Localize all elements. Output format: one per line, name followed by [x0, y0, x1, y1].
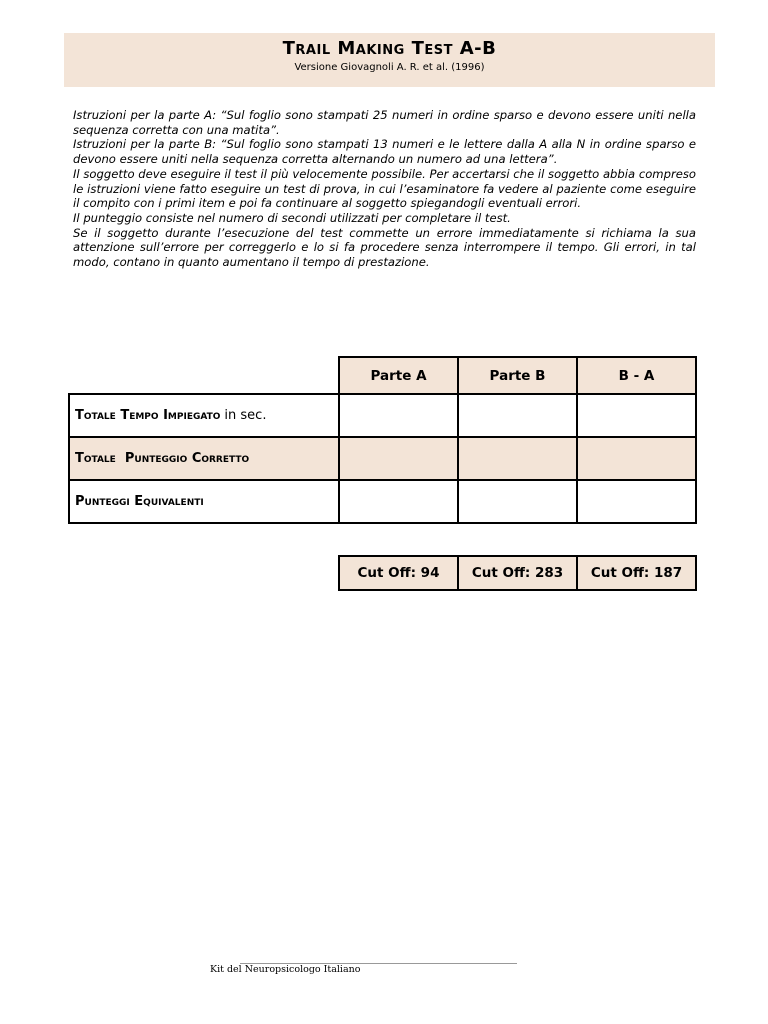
input-cell-tempo-b-minus-a[interactable]: [577, 394, 696, 437]
header-empty-cell: [69, 357, 339, 394]
row-label-totale-tempo: [69, 394, 339, 437]
row-label-unit: in sec.: [224, 408, 267, 423]
scores-header-row: [69, 357, 696, 394]
input-cell-equivalenti-parte-a[interactable]: [339, 480, 458, 523]
instruction-part-b-text: “Sul foglio sono stampati 13 numeri e le lettere dalla A alla N in ordine sparso e devono essere uniti nella sequenza corretta alternando un numero ad una lettera”.: [73, 137, 697, 167]
input-cell-punteggio-b-minus-a[interactable]: [577, 437, 696, 480]
row-label-text: Punteggi Equivalenti: [75, 494, 204, 509]
instruction-part-a-text: “Sul foglio sono stampati 25 numeri in ordine sparso e devono essere uniti nella sequenza corretta con una matita”.: [73, 108, 696, 137]
cutoff-table: [338, 555, 697, 591]
row-label-punteggi-equivalenti: [69, 480, 339, 523]
cutoff-parte-a: Cut Off: 94: [339, 556, 458, 590]
cutoff-row: [339, 556, 696, 590]
input-cell-tempo-parte-a[interactable]: [339, 394, 458, 437]
instructions-block: [73, 108, 696, 270]
input-cell-equivalenti-parte-b[interactable]: [458, 480, 577, 523]
column-header-parte-b: Parte B: [458, 357, 577, 394]
row-label-text: Totale Punteggio Corretto: [75, 451, 250, 466]
input-cell-tempo-parte-b[interactable]: [458, 394, 577, 437]
table-row: [69, 394, 696, 437]
row-label-text: Totale Tempo Impiegato: [75, 408, 221, 423]
page-subtitle: Versione Giovagnoli A. R. et al. (1996): [294, 62, 485, 73]
header-banner: [64, 33, 715, 87]
instruction-part-b-lead: Istruzioni per la parte B:: [73, 137, 217, 152]
cutoff-parte-b: Cut Off: 283: [458, 556, 577, 590]
instruction-paragraph-1: Il soggetto deve eseguire il test il più velocemente possibile. Per accertarsi che il soggetto abbia compreso le istruzioni viene fatto eseguire un test di prova, in cui l’esaminatore fa vedere al paziente come eseguire il compito con i primi item e poi fa continuare al soggetto spiegandogli eventuali errori.: [73, 166, 696, 211]
column-header-parte-a: Parte A: [339, 357, 458, 394]
instruction-paragraph-3: Se il soggetto durante l’esecuzione del test commette un errore immediatamente si richiama la sua attenzione sull’errore per correggerlo e lo si fa procedere senza interrompere il tempo. Gli errori, in tal modo, contano in quanto aumentano il tempo di prestazione.: [73, 225, 696, 270]
instruction-part-a-lead: Istruzioni per la parte A:: [73, 108, 217, 122]
table-row: [69, 437, 696, 480]
input-cell-punteggio-parte-b[interactable]: [458, 437, 577, 480]
instruction-paragraph-2: Il punteggio consiste nel numero di secondi utilizzati per completare il test.: [73, 210, 511, 225]
instruction-part-b: [73, 137, 696, 166]
input-cell-equivalenti-b-minus-a[interactable]: [577, 480, 696, 523]
input-cell-punteggio-parte-a[interactable]: [339, 437, 458, 480]
scores-table: [68, 356, 697, 524]
row-label-totale-punteggio: [69, 437, 339, 480]
page-title: Trail Making Test A-B: [282, 38, 497, 59]
table-row: [69, 480, 696, 523]
instruction-part-a: [73, 108, 696, 137]
footer-text: Kit del Neuropsicologo Italiano: [210, 964, 361, 975]
column-header-b-minus-a: B - A: [577, 357, 696, 394]
cutoff-b-minus-a: Cut Off: 187: [577, 556, 696, 590]
